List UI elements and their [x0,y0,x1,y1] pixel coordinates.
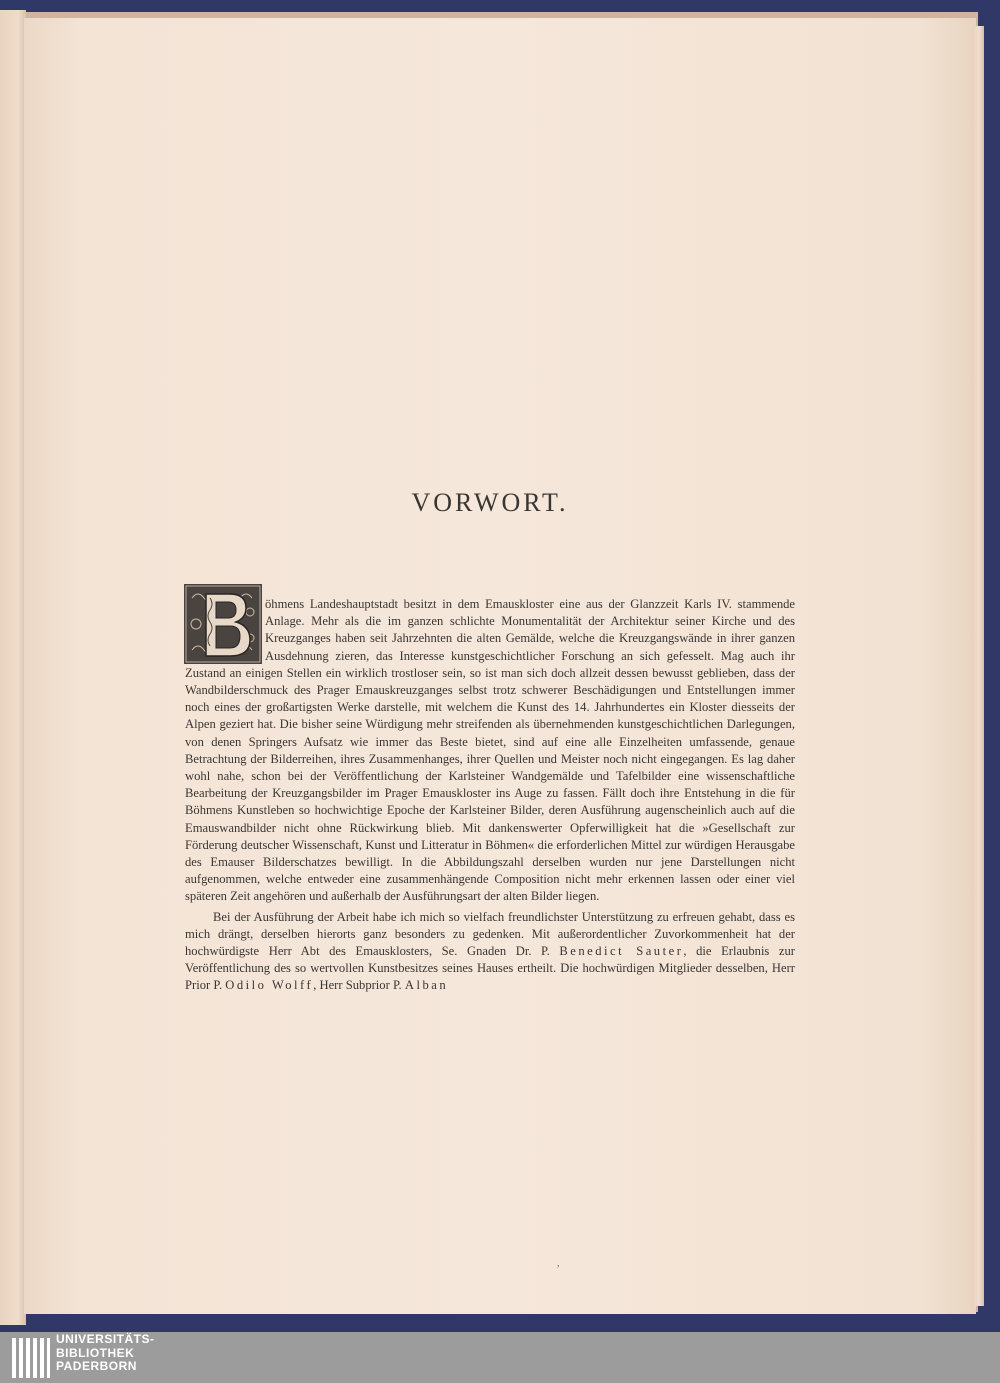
paragraph-2-text-part-3: , Herr Subprior P. [313,978,405,993]
page-mark: , [557,1258,560,1269]
left-page-edge [0,10,26,1325]
body-text [185,596,795,995]
paragraph-1 [185,596,795,906]
library-logo-icon [10,1336,52,1380]
library-name-line-3: PADERBORN [56,1359,137,1373]
paragraph-1-text: öhmens Landeshauptstadt besitzt in dem Emauskloster eine aus der Glanzzeit Karls IV. stammende Anlage. Mehr als die im ganzen schlichte Monumentalität der Architektur seiner Kirche und des Kreuzganges haben seit Jahrzehnten die alten Gemälde, welche die Kreuzgangswände in ihrer ganzen Ausdehnung zieren, das Interesse kunstgeschichtlicher Forschung an sich gefesselt. Mag auch ihr Zustand an einigen Stellen ein wirklich trostloser sein, so ist man sich doch allzeit dessen bewusst geblieben, dass der Wandbilderschmuck des Prager Emauskreuzganges selbst trotz schwerer Beschädigungen und Entstellungen immer noch eines der großartigsten Werke darstelle, mit welchem die Kunst des 14. Jahrhundertes ein Kloster diesseits der Alpen geziert hat. Die bisher seine Würdigung mehr streifenden als übernehmenden kunstgeschichtlichen Darlegungen, von denen Springers Aufsatz wie immer das Beste bietet, sind auf eine alle Einzelheiten umfassende, genaue Betrachtung der Bilderreihen, ihres Zusammenhanges, ihrer Quellen und Meister noch nicht eingegangen. Es lag daher wohl nahe, schon bei der Veröffentlichung der Karlsteiner Wandgemälde und Tafelbilder eine wissenschaftliche Bearbeitung der Kreuzgangsbilder im Prager Emauskloster ins Auge zu fassen. Fällt doch ihre Entstehung in die für Böhmens Kunstleben so hochwichtige Epoche der Karlsteiner Bilder, deren Ausführung augenscheinlich auch auf die Emauswandbilder nicht ohne Rückwirkung blieb. Mit dankenswerter Opferwilligkeit hat die »Gesellschaft zur Förderung deutscher Wissenschaft, Kunst und Litteratur in Böhmen« die erforderlichen Mittel zur würdigen Herausgabe des Emauser Bilderschatzes bewilligt. In die Abbildungszahl derselben wurden nur jene Darstellungen nicht aufgenommen, welche entweder eine zusammenhängende Composition nicht mehr erkennen lassen oder einer viel späteren Zeit angehören und außerhalb der Ausführungsart der alten Bilder liegen. [185,597,795,904]
right-page-edge [972,26,984,1306]
paragraph-2-text-part-2: , die Erlaubnis zur Veröffentlichung des so wertvollen Kunstbesitzes seines Hauses ertheilt. Die hochwürdigen Mitglieder desselben, Herr Prior P. [185,944,795,993]
library-name-line-1: UNIVERSITÄTS- [56,1332,155,1346]
paragraph-2 [185,909,795,995]
paragraph-2-text-part-1: Bei der Ausführung der Arbeit habe ich mich so vielfach freundlichster Unterstützung zu erfreuen gehabt, dass es mich drängt, derselben hierorts ganz besonders zu gedenken. Mit außerordentlicher Zuvorkommenheit hat der hochwürdigste Herr Abt des Emausklosters, Se. Gnaden Dr. P. [185,909,795,959]
person-name-benedict-sauter: Benedict Sauter [559,944,684,959]
library-name [56,1333,155,1374]
library-name-line-2: BIBLIOTHEK [56,1345,135,1360]
page-title: VORWORT. [411,488,569,517]
library-footer [0,1332,1000,1383]
person-name-alban: Alban [404,978,449,993]
person-name-odilo-wolff: Odilo Wolff [225,978,314,993]
